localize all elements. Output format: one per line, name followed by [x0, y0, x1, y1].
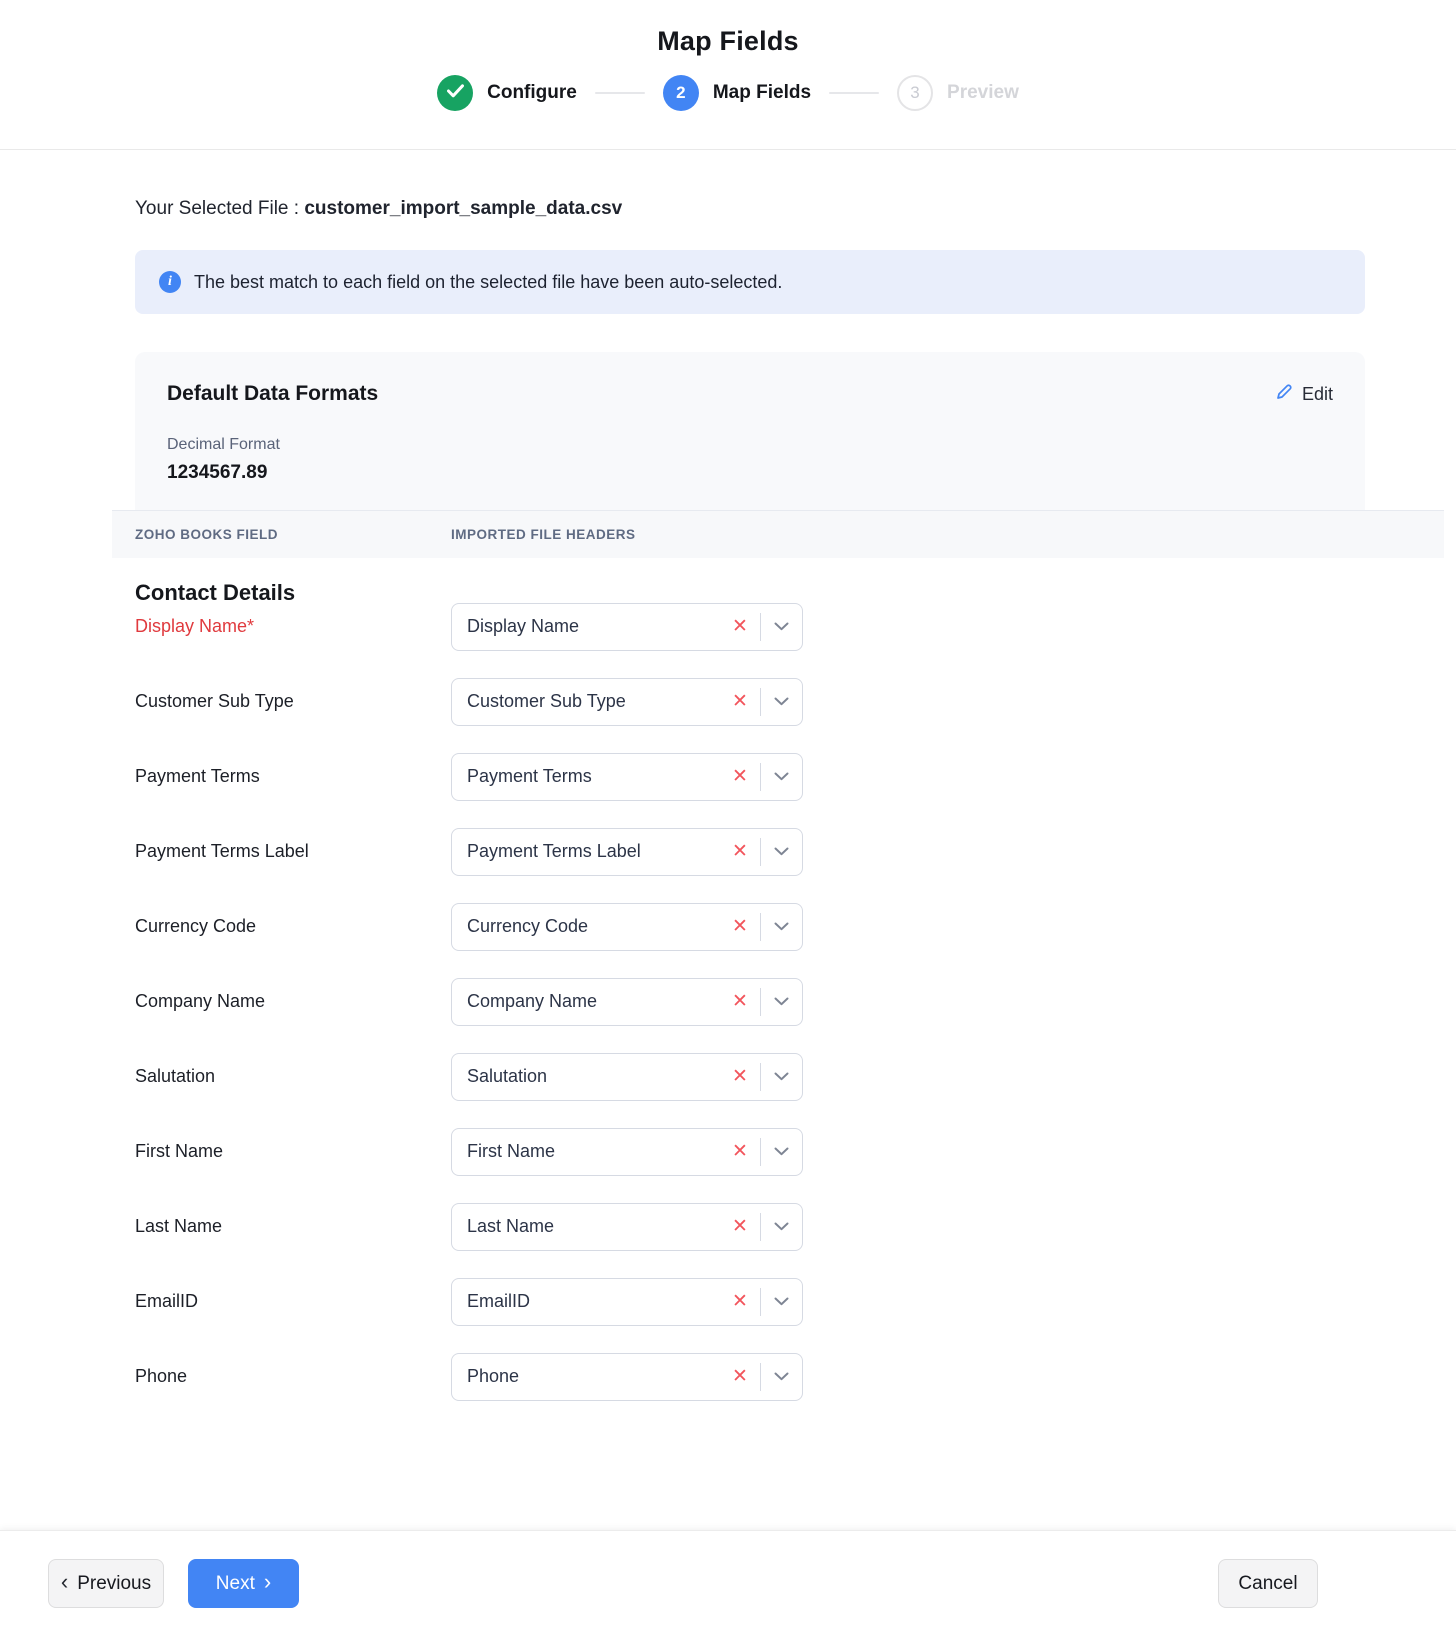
field-label: Customer Sub Type	[135, 691, 294, 711]
dropdown-value: EmailID	[467, 1291, 531, 1311]
step-map-fields[interactable]	[663, 75, 811, 111]
previous-button-label: Previous	[77, 1572, 152, 1594]
wizard-header	[0, 0, 1456, 150]
cancel-button-label: Cancel	[1238, 1572, 1298, 1594]
next-button-label: Next	[215, 1572, 255, 1594]
chevron-down-icon[interactable]	[761, 1222, 802, 1231]
next-button[interactable]	[188, 1559, 299, 1608]
dropdown-value: Customer Sub Type	[467, 691, 626, 711]
contact-details-title: Contact Details	[135, 580, 296, 605]
chevron-down-icon[interactable]	[761, 997, 802, 1006]
clear-selection-icon[interactable]: ✕	[732, 991, 748, 1012]
imported-header-select[interactable]	[451, 753, 803, 801]
chevron-left-icon: ‹	[60, 1569, 69, 1594]
edit-label: Edit	[1301, 383, 1333, 404]
clear-selection-icon[interactable]: ✕	[732, 691, 748, 712]
clear-selection-icon[interactable]: ✕	[732, 841, 748, 862]
field-label: EmailID	[135, 1291, 199, 1311]
dropdown-value: Payment Terms	[467, 766, 592, 786]
footer-bar	[0, 1530, 1456, 1632]
dropdown-value: Salutation	[467, 1066, 548, 1086]
table-row	[112, 664, 1444, 739]
clear-selection-icon[interactable]: ✕	[732, 616, 748, 637]
decimal-format-value: 1234567.89	[167, 462, 268, 483]
selected-file-name: customer_import_sample_data.csv	[304, 198, 623, 219]
table-header-row	[112, 510, 1444, 558]
edit-formats-button[interactable]	[1275, 382, 1333, 406]
dropdown-value: Company Name	[467, 991, 598, 1011]
info-banner-text: The best match to each field on the selected file have been auto-selected.	[194, 271, 783, 292]
imported-header-select[interactable]	[451, 978, 803, 1026]
table-row	[112, 1264, 1444, 1339]
cancel-button[interactable]	[1218, 1559, 1318, 1608]
default-data-formats-card	[135, 352, 1365, 524]
dropdown-value: Currency Code	[467, 916, 589, 936]
imported-header-select[interactable]	[451, 603, 803, 651]
clear-selection-icon[interactable]: ✕	[732, 1216, 748, 1237]
step-map-fields-circle: 2	[663, 75, 699, 111]
imported-header-select[interactable]	[451, 1353, 803, 1401]
imported-header-select[interactable]	[451, 1128, 803, 1176]
dropdown-value: First Name	[467, 1141, 556, 1161]
clear-selection-icon[interactable]: ✕	[732, 1366, 748, 1387]
clear-selection-icon[interactable]: ✕	[732, 916, 748, 937]
column-header-imported-headers: IMPORTED FILE HEADERS	[451, 527, 636, 542]
selected-file-line	[135, 198, 1456, 220]
field-label: Payment Terms Label	[135, 841, 309, 861]
step-connector	[829, 92, 879, 94]
dropdown-value: Display Name	[467, 616, 580, 636]
clear-selection-icon[interactable]: ✕	[732, 1291, 748, 1312]
clear-selection-icon[interactable]: ✕	[732, 766, 748, 787]
field-label: Currency Code	[135, 916, 257, 936]
step-preview-circle: 3	[897, 75, 933, 111]
imported-header-select[interactable]	[451, 903, 803, 951]
chevron-down-icon[interactable]	[761, 922, 802, 931]
table-row	[112, 1339, 1444, 1414]
table-row	[112, 589, 1444, 664]
clear-selection-icon[interactable]: ✕	[732, 1141, 748, 1162]
dropdown-value: Phone	[467, 1366, 520, 1386]
decimal-format-label: Decimal Format	[167, 436, 280, 453]
formats-card-title: Default Data Formats	[167, 382, 379, 405]
dropdown-value: Last Name	[467, 1216, 555, 1236]
imported-header-select[interactable]	[451, 1053, 803, 1101]
chevron-down-icon[interactable]	[761, 622, 802, 631]
clear-selection-icon[interactable]: ✕	[732, 1066, 748, 1087]
table-row	[112, 1039, 1444, 1114]
previous-button[interactable]	[48, 1559, 164, 1608]
chevron-down-icon[interactable]	[761, 1372, 802, 1381]
page-title: Map Fields	[657, 26, 799, 56]
chevron-down-icon[interactable]	[761, 1072, 802, 1081]
info-banner	[135, 250, 1365, 314]
info-icon: i	[159, 271, 181, 293]
dropdown-value: Payment Terms Label	[467, 841, 641, 861]
step-configure[interactable]	[437, 75, 577, 111]
stepper	[0, 75, 1456, 111]
chevron-down-icon[interactable]	[761, 697, 802, 706]
imported-header-select[interactable]	[451, 1278, 803, 1326]
field-label: Company Name	[135, 991, 266, 1011]
selected-file-label: Your Selected File :	[135, 198, 300, 219]
table-row	[112, 1114, 1444, 1189]
field-label: Display Name*	[135, 616, 255, 636]
column-header-zoho-field: ZOHO BOOKS FIELD	[135, 527, 278, 542]
step-connector	[595, 92, 645, 94]
chevron-down-icon[interactable]	[761, 772, 802, 781]
mapping-rows	[112, 558, 1444, 1414]
table-row	[112, 1189, 1444, 1264]
field-label: Salutation	[135, 1066, 216, 1086]
field-label: First Name	[135, 1141, 224, 1161]
table-row	[112, 814, 1444, 889]
chevron-down-icon[interactable]	[761, 1147, 802, 1156]
step-map-fields-label: Map Fields	[712, 82, 812, 103]
check-icon	[447, 83, 464, 103]
chevron-down-icon[interactable]	[761, 847, 802, 856]
step-configure-label: Configure	[487, 82, 577, 103]
pencil-icon	[1275, 382, 1294, 406]
chevron-right-icon: ›	[263, 1569, 272, 1594]
imported-header-select[interactable]	[451, 1203, 803, 1251]
field-label: Payment Terms	[135, 766, 260, 786]
imported-header-select[interactable]	[451, 678, 803, 726]
table-row	[112, 964, 1444, 1039]
field-mapping-table	[112, 510, 1444, 1414]
step-preview-label: Preview	[947, 82, 1019, 103]
field-label: Phone	[135, 1366, 188, 1386]
step-configure-circle	[437, 75, 473, 111]
table-row	[112, 739, 1444, 814]
field-label: Last Name	[135, 1216, 223, 1236]
step-preview[interactable]	[897, 75, 1019, 111]
imported-header-select[interactable]	[451, 828, 803, 876]
chevron-down-icon[interactable]	[761, 1297, 802, 1306]
table-row	[112, 889, 1444, 964]
